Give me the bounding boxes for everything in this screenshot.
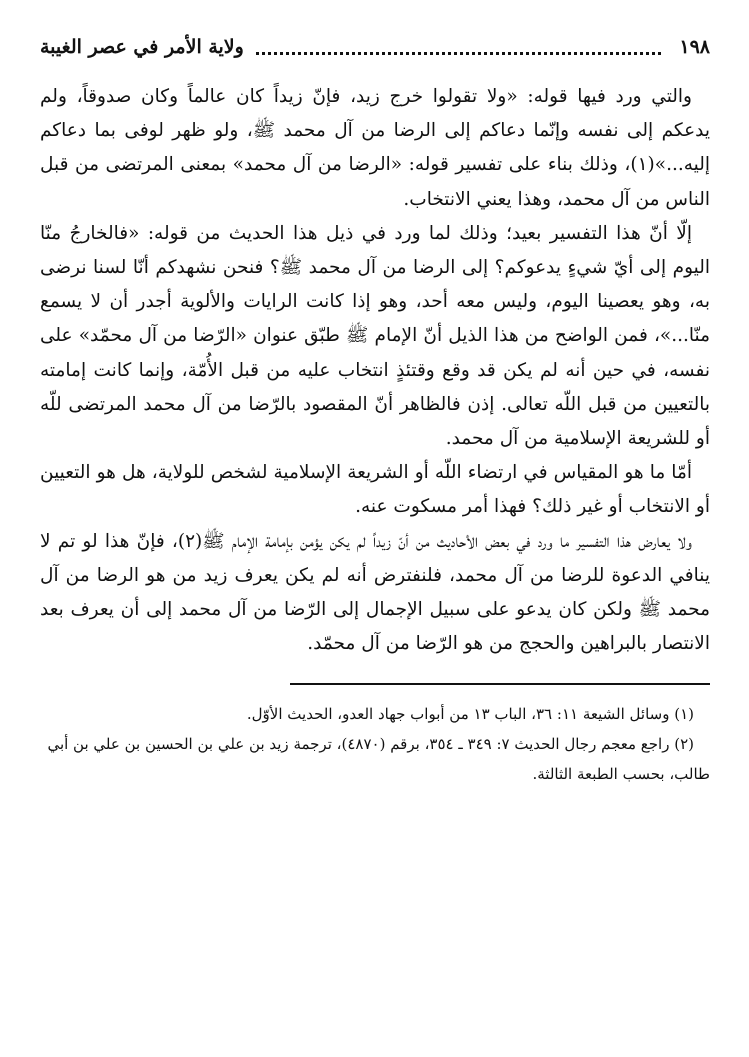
paragraph: إلّا أنّ هذا التفسير بعيد؛ وذلك لما ورد في ذيل هذا الحديث من قوله: «فالخارجُ منّا اليوم إلى أيّ شيءٍ يدعوكم؟ إلى الرضا من آل محمد ﷺ؟ فنحن نشهدكم أنّا لسنا نرضى به، وهو يعصينا اليوم، وليس معه أحد، وهو إذا كانت الرايات والألوية أجدر أن لا يسمع منّا...»، فمن الواضح من هذا الذيل أنّ الإمام ﷺ طبّق عنوان «الرّضا من آل محمّد» على نفسه، في حين أنه لم يكن قد وقع وقتئذٍ انتخاب عليه من قبل الأُمّة، وإنما كانت إمامته بالتعيين من قبل اللّه تعالى. إذن فالظاهر أنّ المقصود بالرّضا من آل محمد المرتضى للّه أو للشريعة الإسلامية من آل محمد. bbox=[40, 222, 710, 450]
page-header bbox=[40, 28, 710, 66]
paragraph: أمّا ما هو المقياس في ارتضاء اللّه أو الشريعة الإسلامية لشخص للولاية، هل هو التعيين أو الانتخاب أو غير ذلك؟ فهذا أمر مسكوت عنه. bbox=[40, 462, 710, 518]
paragraph: ولا يعارض هذا التفسير ما ورد في بعض الأحاديث من أنّ زيداً لم يكن يؤمن بإمامة الإمام ﷺ(٢)، فإنّ هذا لو تم لا ينافي الدعوة للرضا من آل محمد، فلنفترض أنه لم يكن يعرف زيد من هو الرضا من آل محمد ﷺ ولكن كان يدعو على سبيل الإجمال إلى الرّضا من آل محمد إلى أن يعرف بعد الانتصار بالبراهين والحجج من هو الرّضا من آل محمّد. bbox=[40, 530, 710, 655]
footnote: (١) وسائل الشيعة ١١: ٣٦، الباب ١٣ من أبواب جهاد العدو، الحديث الأوّل. bbox=[246, 705, 694, 724]
main-text bbox=[40, 80, 710, 661]
paragraph: والتي ورد فيها قوله: «ولا تقولوا خرج زيد، فإنّ زيداً كان عالماً وكان صدوقاً، ولم يدعكم إلى نفسه وإنّما دعاكم إلى الرضا من آل محمد ﷺ، ولو ظهر لوفى بما دعاكم إليه...»(١)، وذلك بناء على تفسير قوله: «الرضا من آل محمد» بمعنى المرتضى من قبل الناس من آل محمد، وهذا يعني الانتخاب. bbox=[40, 86, 710, 210]
footnotes bbox=[40, 699, 710, 789]
running-title: ولاية الأمر في عصر الغيبة bbox=[40, 36, 244, 58]
header-dot-leader bbox=[256, 40, 662, 55]
page-number: ١٩٨ bbox=[679, 36, 710, 58]
book-page bbox=[40, 28, 710, 789]
footnote-separator bbox=[290, 683, 710, 685]
footnote: (٢) راجع معجم رجال الحديث ٧: ٣٤٩ ـ ٣٥٤، برقم (٤٨٧٠)، ترجمة زيد بن علي بن الحسين بن علي بن أبي طالب، بحسب الطبعة الثالثة. bbox=[47, 735, 710, 784]
